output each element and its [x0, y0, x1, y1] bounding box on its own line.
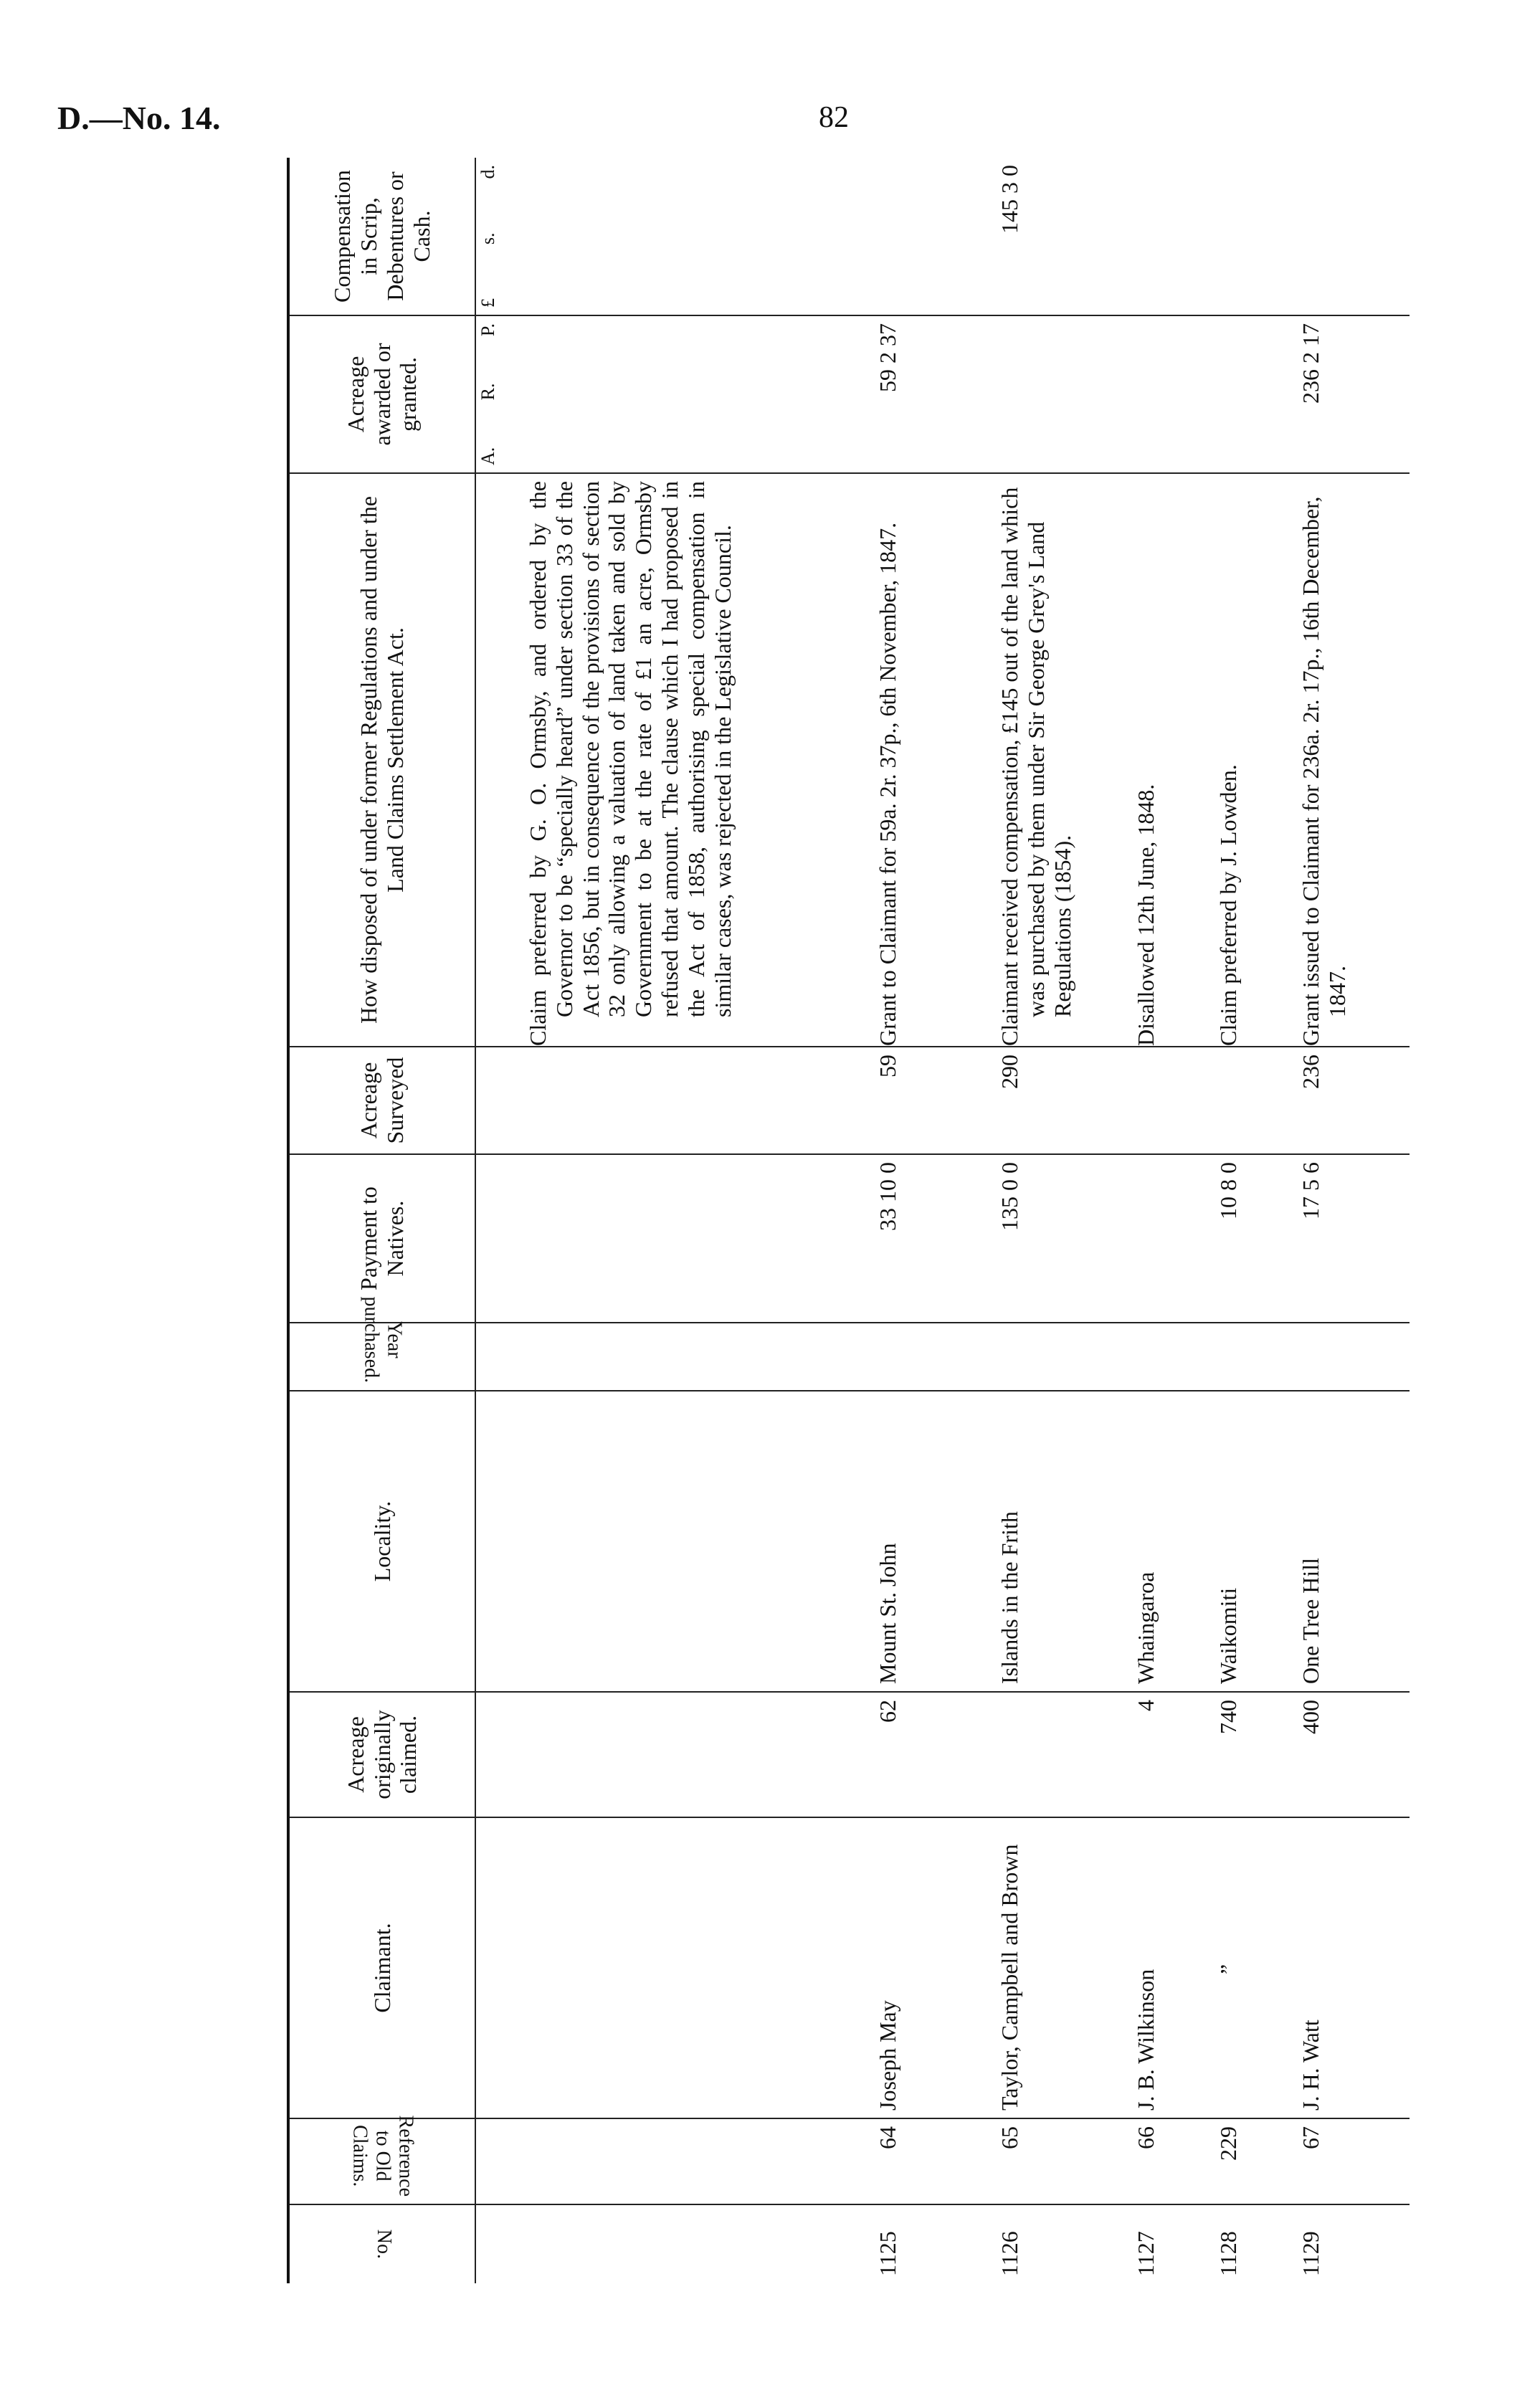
table-row	[872, 158, 994, 2283]
col-header-claimant: Claimant.	[290, 1817, 475, 2118]
cell-awarded: 236 2 17	[1295, 315, 1410, 473]
cell-awarded: 59 2 37	[872, 315, 994, 473]
cell-awarded	[1130, 315, 1212, 473]
cell-surveyed: 59	[872, 1047, 994, 1154]
document-reference: D.—No. 14.	[57, 100, 221, 136]
cell-surveyed	[1130, 1047, 1212, 1154]
cell-claimant: Joseph May	[872, 1817, 994, 2118]
cell-payment: 135 0 0	[994, 1154, 1130, 1323]
table-row	[1295, 158, 1410, 2283]
cell-how: Grant to Claimant for 59a. 2r. 37p., 6th November, 1847.	[872, 473, 994, 1047]
cell-claimant: Taylor, Campbell and Brown	[994, 1817, 1130, 2118]
col-header-payment: Payment to Natives.	[290, 1154, 475, 1323]
cell-comp: 145 3 0	[997, 165, 1022, 234]
cell-surveyed: 236	[1295, 1047, 1410, 1154]
cell-claimed: 400	[1295, 1692, 1410, 1817]
cell-claimed	[994, 1692, 1130, 1817]
table-row	[994, 158, 1130, 2283]
cell-no: 1127	[1130, 2204, 1212, 2283]
cell-payment	[1130, 1154, 1212, 1323]
cell-claimant: ”	[1212, 1817, 1295, 2118]
unit-perches: P.	[477, 323, 498, 337]
cell-ref: 229	[1212, 2118, 1295, 2204]
cell-claimant: J. H. Watt	[1295, 1817, 1410, 2118]
cell-how: Disallowed 12th June, 1848.	[1130, 473, 1212, 1047]
cell-comp	[1212, 158, 1295, 315]
cell-awarded	[1212, 315, 1295, 473]
cell-payment: 33 10 0	[872, 1154, 994, 1323]
page-number: 82	[819, 101, 849, 134]
unit-shillings: s.	[477, 232, 498, 245]
cell-ref: 67	[1295, 2118, 1410, 2204]
cell-year	[1130, 1323, 1212, 1391]
col-header-year: Year purchased.	[290, 1323, 475, 1391]
cell-locality: Whaingaroa	[1130, 1391, 1212, 1692]
col-header-acreage-awarded: Acreage awarded or granted.	[290, 315, 475, 473]
table-row-preamble	[522, 158, 872, 2283]
cell-no: 1126	[994, 2204, 1130, 2283]
table-row	[1212, 158, 1295, 2283]
cell-how: Grant issued to Claimant for 236a. 2r. 17p., 16th December, 1847.	[1295, 473, 1410, 1047]
col-header-acreage-claimed: Acreage originally claimed.	[290, 1692, 475, 1817]
cell-no: 1129	[1295, 2204, 1410, 2283]
cell-locality: One Tree Hill	[1295, 1391, 1410, 1692]
preamble-text: Claim preferred by G. O. Ormsby, and ordered by the Governor to be “specially heard” under section 33 of the Act 1856, but in consequence of the provisions of section 32 only allowing a valuation of land taken and sold by Government to be at the rate of £1 an acre, Ormsby refused that amount. The clause which I had proposed in the Act of 1858, authorising special compensation in similar cases, was rejected in the Legislative Council.	[522, 473, 872, 1047]
cell-year	[994, 1323, 1130, 1391]
cell-locality: Waikomiti	[1212, 1391, 1295, 1692]
col-header-reference: Reference to Old Claims.	[290, 2118, 475, 2204]
cell-no: 1125	[872, 2204, 994, 2283]
cell-claimed: 740	[1212, 1692, 1295, 1817]
unit-pence: d.	[477, 165, 498, 179]
unit-pounds: £	[477, 298, 498, 308]
cell-surveyed	[1212, 1047, 1295, 1154]
cell-ref: 66	[1130, 2118, 1212, 2204]
cell-year	[1212, 1323, 1295, 1391]
col-header-how-disposed: How disposed of under former Regulations and under the Land Claims Settlement Act.	[290, 473, 475, 1047]
cell-comp	[1295, 158, 1410, 315]
unit-acres: A.	[477, 447, 498, 465]
cell-claimed: 62	[872, 1692, 994, 1817]
land-claims-table	[287, 158, 1473, 2283]
cell-ref: 64	[872, 2118, 994, 2204]
table-row	[1130, 158, 1212, 2283]
col-header-acreage-surveyed: Acreage Surveyed	[290, 1047, 475, 1154]
cell-claimed: 4	[1130, 1692, 1212, 1817]
cell-year	[1295, 1323, 1410, 1391]
cell-comp	[1130, 158, 1212, 315]
cell-how: Claim preferred by J. Lowden.	[1212, 473, 1295, 1047]
cell-surveyed: 290	[994, 1047, 1130, 1154]
cell-locality: Islands in the Frith	[994, 1391, 1130, 1692]
cell-locality: Mount St. John	[872, 1391, 994, 1692]
cell-payment: 10 8 0	[1212, 1154, 1295, 1323]
col-header-locality: Locality.	[290, 1391, 475, 1692]
units-row	[475, 158, 522, 2283]
unit-roods: R.	[477, 383, 498, 401]
cell-year	[872, 1323, 994, 1391]
cell-no: 1128	[1212, 2204, 1295, 2283]
cell-ref: 65	[994, 2118, 1130, 2204]
col-header-no: No.	[290, 2204, 475, 2283]
cell-how: Claimant received compensation, £145 out of the land which was purchased by them under Sir George Grey's Land Regulations (1854).	[994, 473, 1130, 1047]
cell-awarded	[994, 315, 1130, 473]
cell-claimant: J. B. Wilkinson	[1130, 1817, 1212, 2118]
cell-comp	[872, 158, 994, 315]
cell-payment: 17 5 6	[1295, 1154, 1410, 1323]
col-header-compensation: Compensation in Scrip, Debentures or Cash.	[329, 170, 434, 303]
